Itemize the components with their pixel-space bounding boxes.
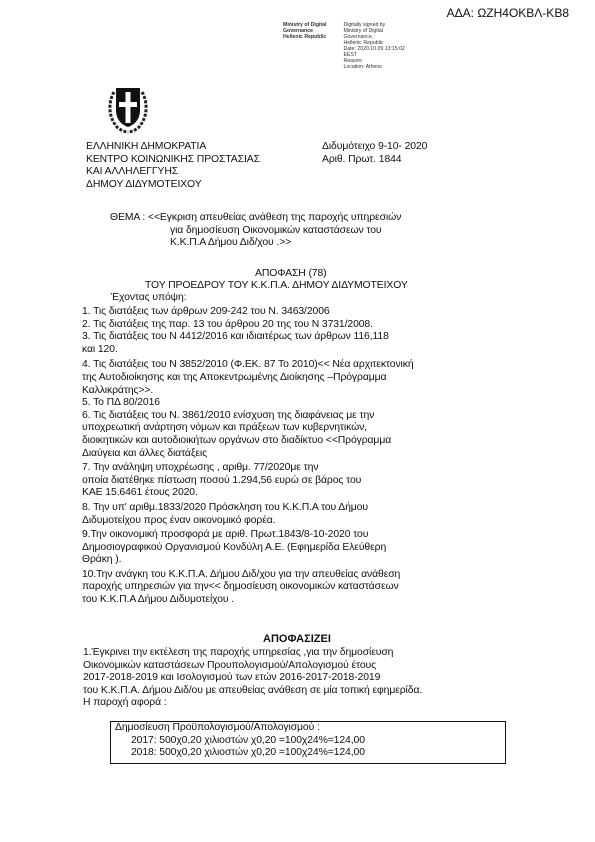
subject-line: Κ.Κ.Π.Α Δήμου Διδ/χου .>> [170, 237, 292, 249]
approval-paragraph [83, 647, 422, 710]
list-item-line: 2. Τις διατάξεις της παρ. 13 του άρθρου 20 της του Ν 3731/2008. [82, 318, 373, 330]
decision-subtitle: ΤΟΥ ΠΡΟΕΔΡΟΥ ΤΟΥ Κ.Κ.Π.Α. ΔΗΜΟΥ ΔΙΔΥΜΟΤΕΙΧΟΥ [145, 280, 408, 291]
cost-row: 2017: 500χ0,20 χιλιοστών χ0,20 =100χ24%=124,00 [131, 734, 365, 746]
decides-heading: ΑΠΟΦΑΣΙΖΕΙ [263, 633, 331, 645]
signature-detail-line: Governance, [343, 34, 374, 40]
list-item [82, 502, 414, 527]
decision-title: ΑΠΟΦΑΣΗ (78) [255, 268, 327, 279]
list-item-line: οποία διατέθηκε πίστωση ποσού 1.294,56 ευρώ σε βάρος του [82, 474, 362, 486]
list-item-line: και 120. [82, 343, 118, 355]
list-item-line: του Κ.Κ.Π.Α Δήμου Διδυμοτείχου . [82, 594, 235, 606]
signature-org-line: Governance [283, 28, 313, 34]
having-considered: Έχοντας υπόψη: [111, 292, 187, 303]
approval-line: Οικονομικών καταστάσεων Προυπολογισμού/Απολογισμού έτους [83, 659, 377, 671]
approval-line: 1.Έγκρινει την εκτέλεση της παροχής υπηρεσίας ,για την δημοσίευση [83, 647, 394, 658]
approval-line: του Κ.Κ.Π.Α. Δήμου Διδ/ου με απευθείας ανάθεση σε μία τοπική εφημερίδα. [83, 684, 423, 696]
list-item [82, 306, 414, 331]
approval-line: 2017-2018-2019 και Ισολογισμού των ετών 2016-2017-2018-2019 [83, 672, 381, 684]
list-item-line: παροχής υπηρεσιών για την<< δημοσίευση οικονομικών καταστάσεων [82, 581, 399, 593]
list-item-line: Δημοσιογραφικού Οργανισμού Κονδύλη Α.Ε. (Εφημερίδα Ελεύθερη [82, 541, 387, 553]
list-item-line: 1. Τις διατάξεις των άρθρων 209-242 του Ν. 3463/2006 [82, 306, 330, 317]
list-item-line: Θράκη ). [82, 554, 122, 566]
issuer-line: ΔΗΜΟΥ ΔΙΔΥΜΟΤΕΙΧΟΥ [86, 178, 202, 190]
issuer-line: ΚΑΙ ΑΛΛΗΛΕΓΓΥΗΣ [86, 166, 179, 178]
cost-row: 2018: 500χ0,20 χιλιοστών χ0,20 =100χ24%=124,00 [131, 747, 365, 759]
list-item [82, 359, 414, 397]
cost-breakdown-box [110, 721, 506, 764]
considerations-list [82, 306, 414, 607]
issuer-header [86, 141, 260, 191]
list-item-line: 5. Το ΠΔ 80/2016 [82, 397, 160, 409]
digital-signature-stamp [283, 22, 405, 70]
list-item [82, 331, 414, 356]
signature-detail-line: Digitally signed by [343, 22, 386, 28]
document-date: Διδυμότειχο 9-10- 2020 [322, 141, 428, 152]
signature-org-line: Hellenic Republic [283, 34, 327, 40]
list-item-line: 4. Τις διατάξεις του Ν 3852/2010 (Φ.ΕΚ. 87 Το 2010)<< Νέα αρχιτεκτονική [82, 359, 414, 371]
signature-detail-line: EEST [343, 52, 358, 58]
document-meta [322, 141, 427, 166]
list-item-line: διοικητικών και αυτοδιοικήτων οργάνων στο διαδίκτυο <<Πρόγραμμα [82, 434, 392, 446]
signature-org-line: Ministry of Digital [283, 22, 327, 28]
list-item-line: ΚΑΕ 15.6461 έτους 2020. [82, 487, 198, 499]
signature-detail-line: Reason: [343, 58, 363, 64]
signature-detail-line: Date: 2020.10.09 13:15:02 [343, 46, 405, 52]
subject-block [110, 212, 401, 250]
coat-of-arms-icon [106, 80, 150, 139]
list-item-line: 6. Τις διατάξεις του Ν. 3861/2010 ενίσχυση της διαφάνειας με την [82, 409, 375, 421]
list-item-line: Καλλικράτης>>. [82, 384, 154, 396]
list-item-line: 3. Τις διατάξεις του Ν 4412/2016 και ιδιαιτέρως των άρθρων 116,118 [82, 331, 389, 343]
list-item-line: υποχρεωτική ανάρτηση νόμων και πράξεων των κυβερνητικών, [82, 422, 367, 434]
signature-org [283, 22, 342, 40]
signature-details [343, 22, 404, 70]
list-item-line: 10.Την ανάγκη του Κ.Κ.Π.Α. Δήμου Διδ/χου για την απευθείας ανάθεση [82, 568, 401, 580]
cost-box-heading: Δημοσίευση Προϋπολογισμού/Απολογισμού : [115, 722, 320, 733]
list-item [82, 569, 414, 607]
subject-line: για δημοσίευση Οικονομικών καταστάσεων του [170, 224, 382, 236]
list-item [82, 462, 414, 500]
list-item-line: Διαύγεια και άλλες διατάξεις [82, 447, 208, 459]
issuer-line: ΕΛΛΗΝΙΚΗ ΔΗΜΟΚΡΑΤΙΑ [86, 141, 207, 152]
signature-detail-line: Location: Athens [343, 64, 382, 70]
list-item-line: της Αυτοδιοίκησης και της Αποκεντρωμένης Διοίκησης –Πρόγραμμα [82, 371, 387, 383]
subject-line: ΘΕΜΑ : <<Εγκριση απευθείας ανάθεση της παροχής υπηρεσιών [110, 212, 402, 223]
signature-detail-line: Ministry of Digital [343, 28, 383, 34]
ada-code: ΑΔΑ: ΩΖΗ4ΟΚΒΛ-ΚΒ8 [446, 6, 569, 20]
list-item-line: 8. Την υπ' αριθμ.1833/2020 Πρόσκληση του Κ.Κ.Π.Α του Δήμου [82, 501, 368, 513]
approval-line: Η παροχή αφορά : [83, 697, 167, 709]
protocol-number: Αριθ. Πρωτ. 1844 [322, 153, 402, 165]
list-item-line: 9.Την οικονομική προσφορά με αριθ. Πρωτ.1843/8-10-2020 του [82, 529, 369, 541]
list-item [82, 529, 414, 567]
list-item-line: 7. Την ανάληψη υποχρέωσης , αριθμ. 77/2020με την [82, 462, 319, 474]
list-item [82, 410, 414, 460]
signature-detail-line: Hellenic Republic [343, 40, 384, 46]
issuer-line: ΚΕΝΤΡΟ ΚΟΙΝΩΝΙΚΗΣ ΠΡΟΣΤΑΣΙΑΣ [86, 153, 260, 165]
list-item [82, 397, 414, 410]
list-item-line: Διδυμοτείχου προς έναν οικονομικό φορέα. [82, 514, 276, 526]
